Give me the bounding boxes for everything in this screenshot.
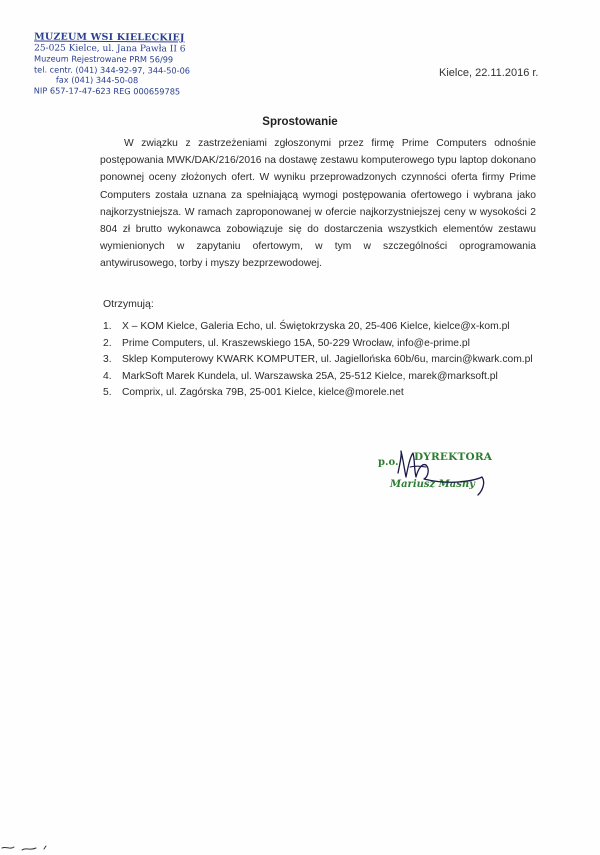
recipient-item	[103, 336, 533, 353]
letter-body-text: W związku z zastrzeżeniami zgłoszonymi przez firmę Prime Computers odnośnie postępowania MWK/DAK/216/2016 na dostawę zestawu komputerowego typu laptop dokonano ponownej oceny złożonych ofert. W wyniku przeprowadzonych czynności oferta firmy Prime Computers została uznana za spełniającą wymogi postępowania ofertowego i wybrana jako najkorzystniejsza. W ramach zaproponowanej w ofercie najkorzystniejszej ceny w wysokości 2 804 zł brutto wykonawca zobowiązuje się do dostarczenia wszystkich elementów zestawu wymienionych w zapytaniu ofertowym, w tym w szczególności oprogramowania antywirusowego, torby i myszy bezprzewodowej.	[100, 138, 536, 270]
institution-stamp	[34, 32, 194, 97]
recipient-number: 5.	[103, 387, 112, 399]
stamp-line-phone: tel. centr. (041) 344-92-97, 344-50-06	[33, 64, 191, 76]
signature-prefix: p.o.	[378, 457, 399, 468]
stamp-line-name: MUZEUM WSI KIELECKIEJ	[34, 31, 185, 44]
stamp-line-registry: Muzeum Rejestrowane PRM 56/99	[34, 53, 174, 65]
recipient-item	[103, 369, 533, 386]
signature-name: Mariusz Masny	[390, 479, 475, 490]
recipients-list	[103, 319, 533, 402]
recipient-item	[103, 319, 533, 336]
pen-mark	[0, 838, 60, 855]
recipient-number: 4.	[103, 370, 112, 382]
recipient-text: MarkSoft Marek Kundela, ul. Warszawska 25A, 25-512 Kielce, marek@marksoft.pl	[122, 370, 498, 382]
stamp-line-address: 25-025 Kielce, ul. Jana Pawła II 6	[34, 43, 186, 55]
signature-role: DYREKTORA	[414, 451, 493, 463]
handwritten-signature	[370, 449, 510, 501]
recipient-item	[103, 352, 533, 369]
stamp-line-fax: fax (041) 344-50-08	[55, 74, 139, 86]
recipient-number: 1.	[103, 321, 112, 332]
recipient-item	[103, 385, 533, 402]
recipient-number: 3.	[103, 354, 112, 366]
recipient-text: Prime Computers, ul. Kraszewskiego 15A, 50-229 Wrocław, info@e-prime.pl	[122, 337, 470, 349]
director-signature-stamp	[370, 449, 510, 499]
letter-date: Kielce, 22.11.2016 r.	[439, 67, 539, 79]
letter-title: Sprostowanie	[262, 116, 338, 128]
recipient-number: 2.	[103, 337, 112, 349]
recipient-text: Comprix, ul. Zagórska 79B, 25-001 Kielce, kielce@morele.net	[122, 387, 404, 399]
recipient-text: Sklep Komputerowy KWARK KOMPUTER, ul. Jagiellońska 60b/6u, marcin@kwark.com.pl	[122, 354, 533, 366]
stamp-line-nip: NIP 657-17-47-623 REG 000659785	[33, 85, 181, 97]
recipients-label: Otrzymują:	[103, 298, 154, 310]
recipient-text: X – KOM Kielce, Galeria Echo, ul. Świętokrzyska 20, 25-406 Kielce, kielce@x-kom.pl	[122, 321, 510, 332]
letter-body	[100, 135, 536, 273]
